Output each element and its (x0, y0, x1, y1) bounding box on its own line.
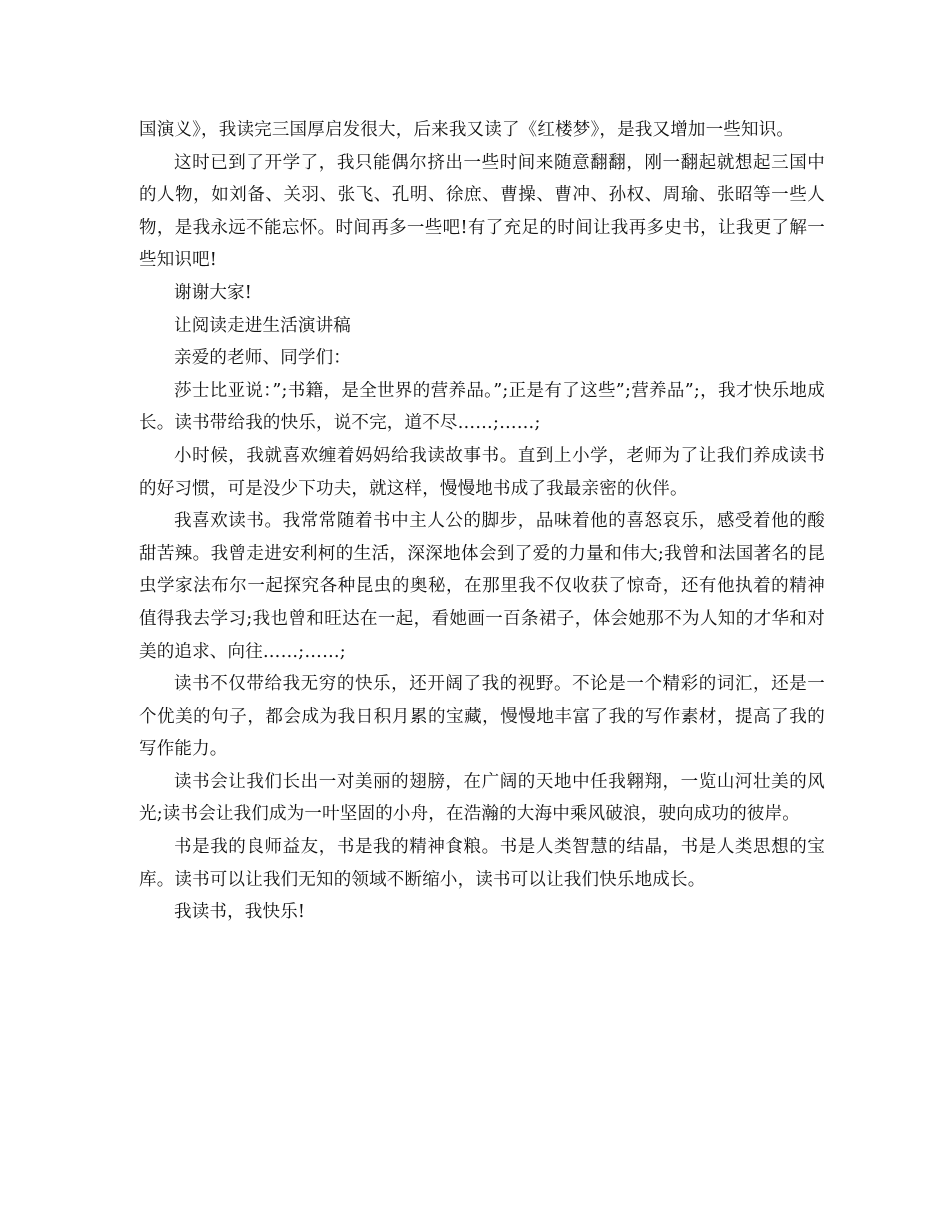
paragraph-2: 这时已到了开学了，我只能偶尔挤出一些时间来随意翻翻，刚一翻起就想起三国中的人物，如刘备、关羽、张飞、孔明、徐庶、曹操、曹冲、孙权、周瑜、张昭等一些人物，是我永远不能忘怀。时间再多一些吧!有了充足的时间让我再多史书，让我更了解一些知识吧! (139, 152, 825, 271)
salutation: 亲爱的老师、同学们： (174, 348, 351, 369)
paragraph-3: 谢谢大家! (174, 282, 253, 303)
speech-title: 让阅读走进生活演讲稿 (174, 315, 351, 336)
paragraph-10: 读书会让我们长出一对美丽的翅膀，在广阔的天地中任我翱翔，一览山河壮美的风光;读书会让我们成为一叶坚固的小舟，在浩瀚的大海中乘风破浪，驶向成功的彼岸。 (139, 771, 825, 825)
paragraph-8: 我喜欢读书。我常常随着书中主人公的脚步，品味着他的喜怒哀乐，感受着他的酸甜苦辣。我曾走进安利柯的生活，深深地体会到了爱的力量和伟大;我曾和法国著名的昆虫学家法布尔一起探究各种昆虫的奥秘，在那里我不仅收获了惊奇，还有他执着的精神值得我去学习;我也曾和旺达在一起，看她画一百条裙子，体会她那不为人知的才华和对美的追求、向往……;……; (139, 511, 825, 662)
document-body (139, 114, 825, 929)
paragraph-11: 书是我的良师益友，书是我的精神食粮。书是人类智慧的结晶，书是人类思想的宝库。读书可以让我们无知的领域不断缩小，读书可以让我们快乐地成长。 (139, 837, 825, 890)
closing-line: 我读书，我快乐! (174, 902, 306, 923)
paragraph-6: 莎士比亚说：”;书籍，是全世界的营养品。”;正是有了这些”;营养品”;，我才快乐地成长。读书带给我的快乐，说不完，道不尽……;……; (139, 380, 825, 434)
paragraph-7: 小时候，我就喜欢缠着妈妈给我读故事书。直到上小学，老师为了让我们养成读书的好习惯，可是没少下功夫，就这样，慢慢地书成了我最亲密的伙伴。 (139, 445, 825, 499)
paragraph-1: 国演义》，我读完三国厚启发很大，后来我又读了《红楼梦》，是我又增加一些知识。 (139, 120, 795, 140)
paragraph-9: 读书不仅带给我无穷的快乐，还开阔了我的视野。不论是一个精彩的词汇，还是一个优美的句子，都会成为我日积月累的宝藏，慢慢地丰富了我的写作素材，提高了我的写作能力。 (139, 674, 825, 760)
